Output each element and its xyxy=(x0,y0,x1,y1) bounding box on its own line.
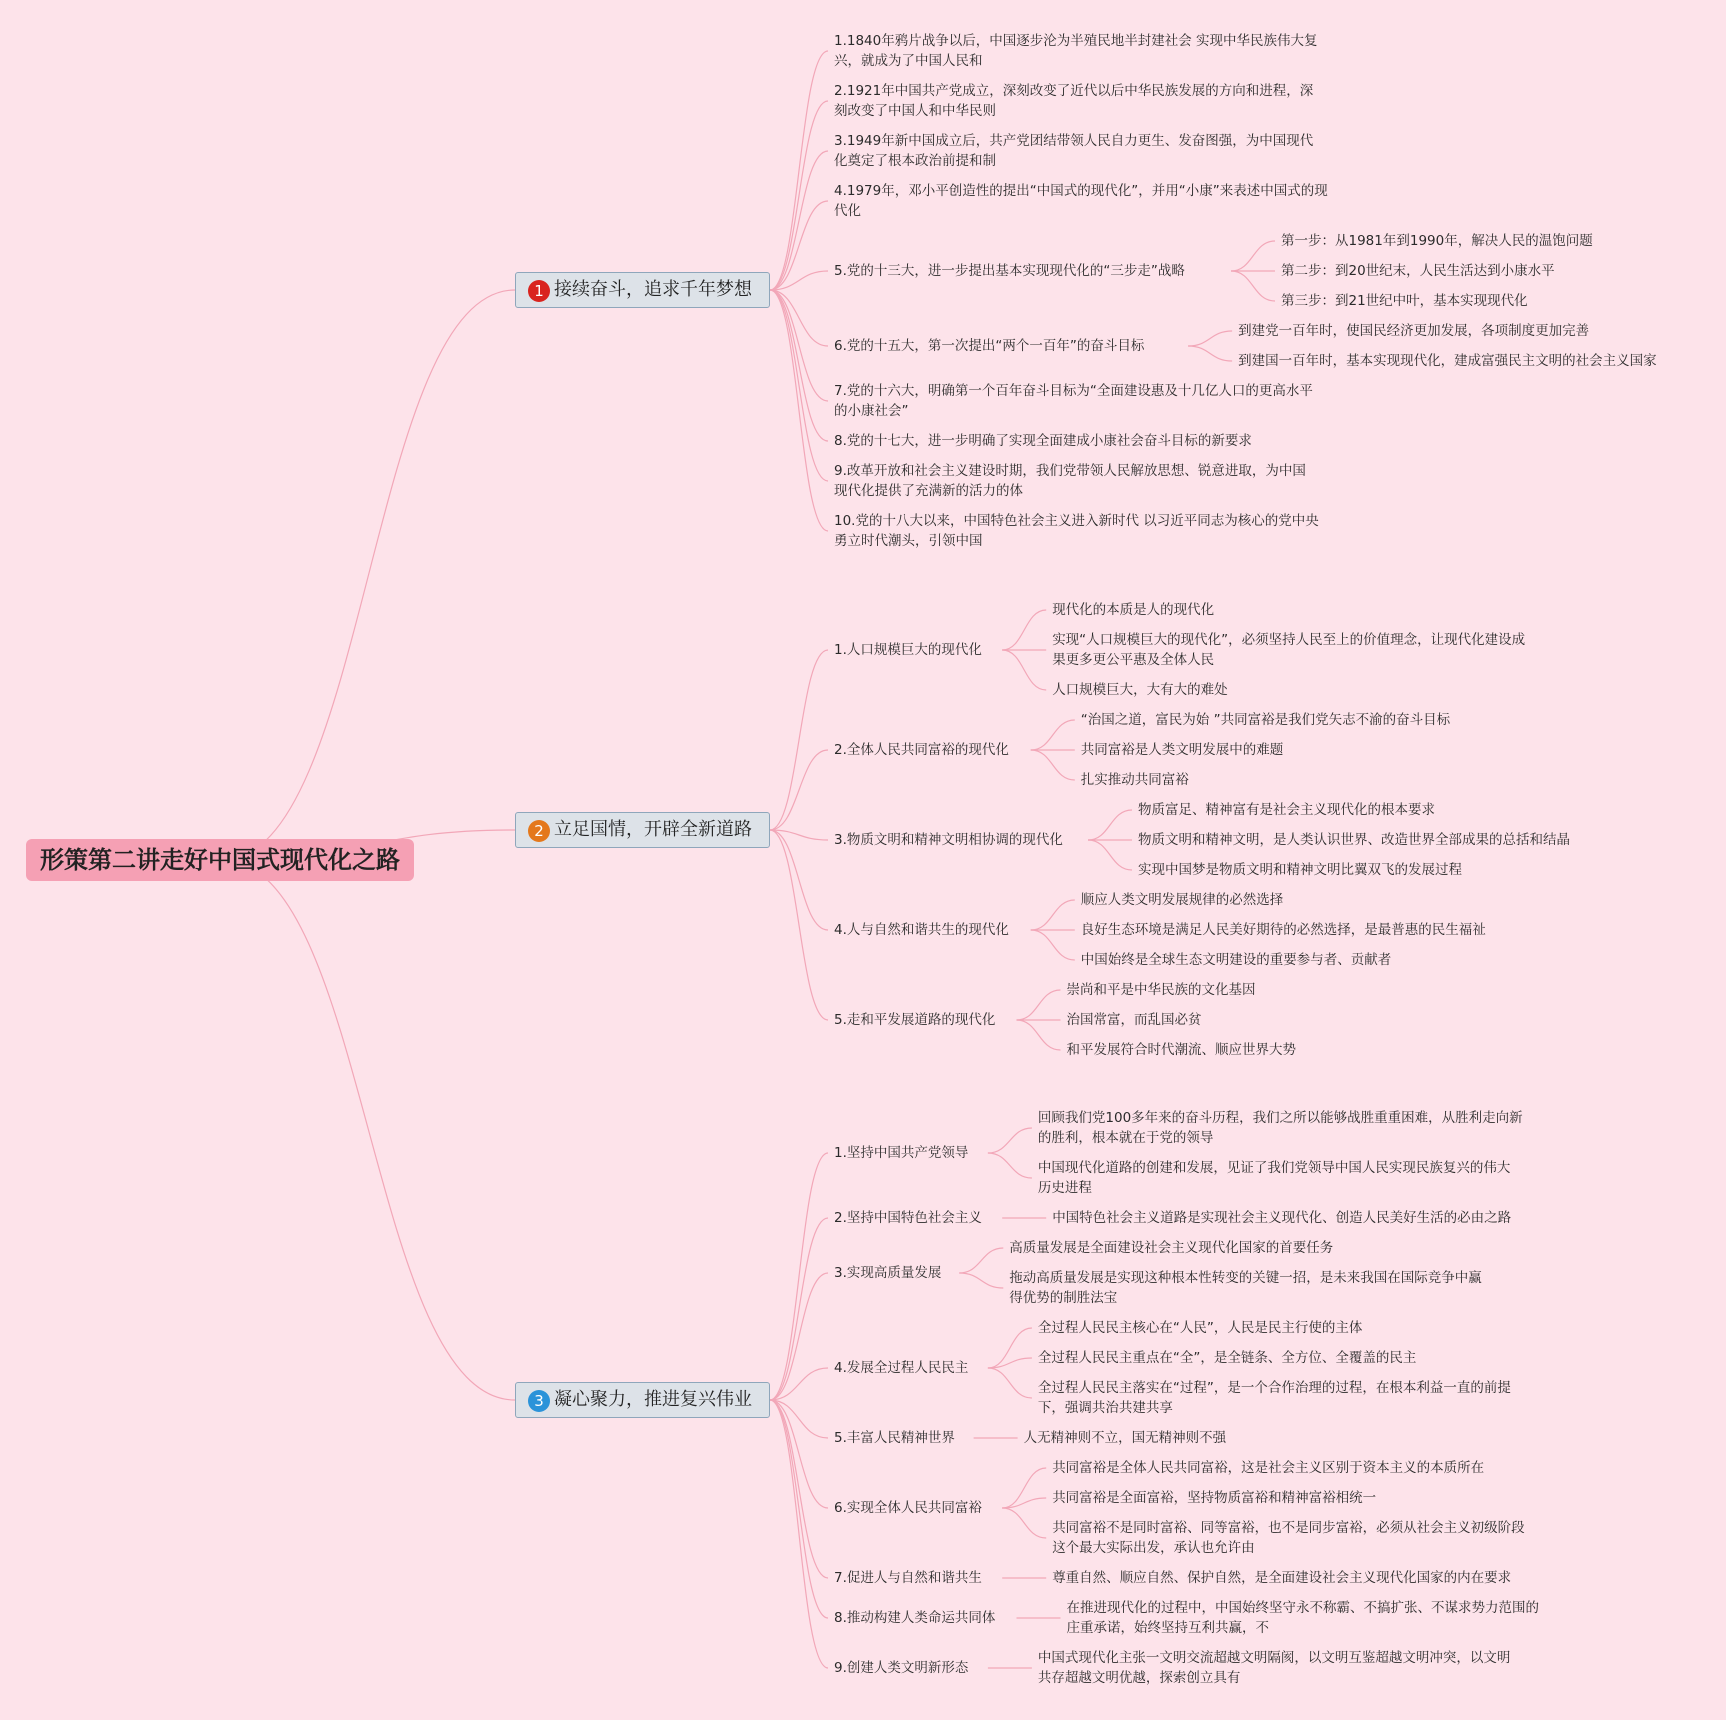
leaf-item xyxy=(1009,1268,1482,1308)
leaf-connector xyxy=(1031,930,1075,960)
leaf-connector xyxy=(1231,241,1275,271)
node-text-line: 9.改革开放和社会主义建设时期，我们党带领人民解放思想、锐意进取，为中国 xyxy=(834,463,1306,479)
node-text-line: 历史进程 xyxy=(1037,1180,1092,1196)
node-text-line: 勇立时代潮头，引领中国 xyxy=(834,533,983,549)
branch-item xyxy=(834,81,1313,121)
node-text-line: 2.全体人民共同富裕的现代化 xyxy=(834,742,1009,758)
node-text-line: 崇尚和平是中华民族的文化基因 xyxy=(1066,982,1256,998)
branch-item xyxy=(834,1428,955,1448)
leaf-item xyxy=(1138,830,1570,850)
node-text-line: 4.1979年，邓小平创造性的提出“中国式的现代化”，并用“小康”来表述中国式的现 xyxy=(834,183,1328,199)
node-text-line: 1.1840年鸦片战争以后，中国逐步沦为半殖民地半封建社会 实现中华民族伟大复 xyxy=(834,33,1318,49)
leaf-connector xyxy=(1031,750,1075,780)
node-text-line: 现代化提供了充满新的活力的体 xyxy=(834,483,1023,499)
node-text-line: 尊重自然、顺应自然、保护自然，是全面建设社会主义现代化国家的内在要求 xyxy=(1052,1570,1512,1586)
branch-item xyxy=(834,640,982,660)
node-text-line: 全过程人民民主重点在“全”，是全链条、全方位、全覆盖的民主 xyxy=(1037,1350,1417,1366)
leaf-connector xyxy=(988,1153,1032,1178)
node-text-line: 良好生态环境是满足人民美好期待的必然选择，是最普惠的民生福祉 xyxy=(1080,922,1486,938)
number-badge-icon: 1 xyxy=(528,280,550,302)
leaf-item xyxy=(1067,1040,1297,1060)
leaf-item xyxy=(1081,740,1284,760)
node-text-line: “治国之道，富民为始 ”共同富裕是我们党矢志不渝的奋斗目标 xyxy=(1080,712,1451,728)
leaf-connector xyxy=(988,1128,1032,1153)
node-text-line: 人无精神则不立，国无精神则不强 xyxy=(1023,1430,1227,1446)
leaf-item xyxy=(1052,630,1525,670)
node-text-line: 7.党的十六大，明确第一个百年奋斗目标为“全面建设惠及十几亿人口的更高水平 xyxy=(834,383,1313,399)
node-text-line: 顺应人类文明发展规律的必然选择 xyxy=(1080,892,1284,908)
number-badge-icon: 3 xyxy=(528,1390,550,1412)
node-text-line: 6.实现全体人民共同富裕 xyxy=(834,1500,982,1516)
node-text-line: 2.坚持中国特色社会主义 xyxy=(834,1210,982,1226)
branch-item xyxy=(834,1498,982,1518)
node-text-line: 第二步：到20世纪末，人民生活达到小康水平 xyxy=(1281,263,1555,279)
node-text-line: 第一步：从1981年到1990年，解决人民的温饱问题 xyxy=(1281,233,1593,249)
node-text-line: 1.人口规模巨大的现代化 xyxy=(834,642,982,658)
topic-connector xyxy=(770,830,828,1020)
node-text-line: 物质文明和精神文明，是人类认识世界、改造世界全部成果的总括和结晶 xyxy=(1138,832,1570,848)
leaf-connector xyxy=(988,1368,1032,1398)
node-text-line: 共同富裕是全面富裕，坚持物质富裕和精神富裕相统一 xyxy=(1052,1490,1377,1506)
leaf-connector xyxy=(1031,720,1075,750)
node-text-line: 8.推动构建人类命运共同体 xyxy=(834,1610,996,1626)
branch-item xyxy=(834,1658,968,1678)
leaf-item xyxy=(1081,710,1450,730)
node-text-line: 庄重承诺，始终坚持互利共赢，不 xyxy=(1066,1620,1269,1636)
topic-connector xyxy=(770,201,828,290)
leaf-connector xyxy=(1017,1020,1061,1050)
leaf-item xyxy=(1052,1458,1484,1478)
node-text-line: 中国式现代化主张一文明交流超越文明隔阂，以文明互鉴超越文明冲突，以文明 xyxy=(1037,1650,1511,1666)
leaf-item xyxy=(1281,261,1555,281)
leaf-item xyxy=(1052,1488,1376,1508)
node-text-line: 3.1949年新中国成立后，共产党团结带领人民自力更生、发奋图强，为中国现代 xyxy=(834,133,1314,149)
leaf-item xyxy=(1038,1158,1511,1198)
branch-item xyxy=(834,1010,995,1030)
node-text-line: 3.物质文明和精神文明相协调的现代化 xyxy=(834,832,1063,848)
node-text-line: 果更多更公平惠及全体人民 xyxy=(1052,652,1215,668)
topic-2[interactable] xyxy=(515,812,770,848)
leaf-connector xyxy=(1002,1468,1046,1508)
leaf-connector xyxy=(959,1248,1003,1273)
node-text-line: 化奠定了根本政治前提和制 xyxy=(834,153,996,169)
topic-connector xyxy=(770,750,828,830)
node-text-line: 治国常富，而乱国必贫 xyxy=(1066,1012,1202,1028)
node-text-line: 全过程人民民主落实在“过程”，是一个合作治理的过程，在根本利益一直的前提 xyxy=(1037,1380,1511,1396)
node-text-line: 共存超越文明优越，探索创立具有 xyxy=(1037,1670,1241,1686)
leaf-item xyxy=(1138,800,1435,820)
topic-connector xyxy=(770,1153,828,1400)
leaf-item xyxy=(1067,980,1256,1000)
leaf-connector xyxy=(988,1328,1032,1368)
node-text-line: 共同富裕是全体人民共同富裕，这是社会主义区别于资本主义的本质所在 xyxy=(1052,1460,1485,1476)
node-text-line: 共同富裕不是同时富裕、同等富裕，也不是同步富裕，必须从社会主义初级阶段 xyxy=(1052,1520,1525,1536)
node-text-line: 实现中国梦是物质文明和精神文明比翼双飞的发展过程 xyxy=(1138,862,1462,878)
topic-connector xyxy=(770,1400,828,1668)
node-text-line: 中国现代化道路的创建和发展，见证了我们党领导中国人民实现民族复兴的伟大 xyxy=(1037,1160,1511,1176)
node-text-line: 代化 xyxy=(834,203,861,219)
branch-item xyxy=(834,461,1306,501)
topic-connector xyxy=(770,1218,828,1400)
topic-connector xyxy=(770,51,828,290)
topic-connector xyxy=(770,830,828,930)
node-text-line: 9.创建人类文明新形态 xyxy=(834,1660,969,1676)
leaf-item xyxy=(1038,1348,1417,1368)
leaf-item xyxy=(1038,1378,1511,1418)
leaf-item xyxy=(1052,1208,1511,1228)
root-connector xyxy=(222,290,515,860)
branch-item xyxy=(834,1263,941,1283)
topic-connector xyxy=(770,1400,828,1618)
node-text-line: 到建国一百年时，基本实现现代化，建成富强民主文明的社会主义国家 xyxy=(1238,353,1657,369)
node-text-line: 和平发展符合时代潮流、顺应世界大势 xyxy=(1066,1042,1296,1058)
node-text-line: 5.丰富人民精神世界 xyxy=(834,1430,955,1446)
topic-connector xyxy=(770,101,828,290)
number-badge-icon: 2 xyxy=(528,820,550,842)
node-text-line: 得优势的制胜法宝 xyxy=(1009,1290,1118,1306)
topic-connector xyxy=(770,1400,828,1578)
leaf-item xyxy=(1038,1318,1363,1338)
branch-item xyxy=(834,31,1318,71)
leaf-item xyxy=(1067,1010,1202,1030)
node-text-line: 2.1921年中国共产党成立，深刻改变了近代以后中华民族发展的方向和进程，深 xyxy=(834,83,1314,99)
node-text-line: 到建党一百年时，使国民经济更加发展，各项制度更加完善 xyxy=(1238,323,1590,339)
leaf-connector xyxy=(1002,650,1046,690)
leaf-item xyxy=(1009,1238,1333,1258)
node-text-line: 高质量发展是全面建设社会主义现代化国家的首要任务 xyxy=(1009,1240,1334,1256)
branch-item xyxy=(834,1208,982,1228)
node-text-line: 中国始终是全球生态文明建设的重要参与者、贡献者 xyxy=(1080,952,1392,968)
node-text-line: 10.党的十八大以来，中国特色社会主义进入新时代 以习近平同志为核心的党中央 xyxy=(834,513,1319,529)
node-text-line: 1.坚持中国共产党领导 xyxy=(834,1145,969,1161)
branch-item xyxy=(834,1608,995,1628)
branch-item xyxy=(834,1143,968,1163)
leaf-connector xyxy=(1002,1508,1046,1538)
leaf-connector xyxy=(1088,810,1132,840)
node-text-line: 在推进现代化的过程中，中国始终坚守永不称霸、不搞扩张、不谋求势力范围的 xyxy=(1066,1600,1539,1616)
branch-item xyxy=(834,511,1319,551)
node-text-line: 物质富足、精神富有是社会主义现代化的根本要求 xyxy=(1138,802,1435,818)
node-text-line: 扎实推动共同富裕 xyxy=(1080,772,1189,788)
root-topic[interactable]: 形策第二讲走好中国式现代化之路 xyxy=(26,839,414,881)
leaf-connector xyxy=(1017,990,1061,1020)
leaf-item xyxy=(1052,600,1214,620)
leaf-item xyxy=(1081,950,1392,970)
node-text-line: 7.促进人与自然和谐共生 xyxy=(834,1570,982,1586)
topic-connector xyxy=(770,830,828,840)
branch-item xyxy=(834,181,1328,221)
leaf-item xyxy=(1081,770,1189,790)
topic-3[interactable] xyxy=(515,1382,770,1418)
node-text-line: 6.党的十五大，第一次提出“两个一百年”的奋斗目标 xyxy=(834,338,1145,354)
node-text-line: 4.人与自然和谐共生的现代化 xyxy=(834,922,1009,938)
topic-1[interactable] xyxy=(515,272,770,308)
topic-connector xyxy=(770,290,828,441)
branch-item xyxy=(834,920,1009,940)
root-connector xyxy=(222,860,515,1400)
leaf-item xyxy=(1281,291,1528,311)
node-text-line: 兴，就成为了中国人民和 xyxy=(834,53,983,69)
leaf-item xyxy=(1038,1108,1523,1148)
node-text-line: 5.走和平发展道路的现代化 xyxy=(834,1012,996,1028)
leaf-connector xyxy=(1002,610,1046,650)
node-text-line: 中国特色社会主义道路是实现社会主义现代化、创造人民美好生活的必由之路 xyxy=(1052,1210,1512,1226)
node-text-line: 刻改变了中国人和中华民则 xyxy=(834,103,996,119)
node-text-line: 全过程人民民主核心在“人民”，人民是民主行使的主体 xyxy=(1037,1320,1363,1336)
topic-connector xyxy=(770,290,828,531)
leaf-connector xyxy=(1088,840,1132,870)
leaf-item xyxy=(1081,920,1486,940)
branch-item xyxy=(834,431,1252,451)
leaf-item xyxy=(1238,351,1657,371)
leaf-item xyxy=(1052,1568,1511,1588)
node-text-line: 共同富裕是人类文明发展中的难题 xyxy=(1080,742,1284,758)
leaf-item xyxy=(1081,890,1284,910)
leaf-connector xyxy=(959,1273,1003,1288)
branch-item xyxy=(834,830,1063,850)
node-text-line: 这个最大实际出发，承认也允许由 xyxy=(1052,1540,1255,1556)
branch-item xyxy=(834,131,1313,171)
leaf-item xyxy=(1052,1518,1525,1558)
node-text-line: 5.党的十三大，进一步提出基本实现现代化的“三步走”战略 xyxy=(834,263,1185,279)
leaf-item xyxy=(1052,680,1228,700)
topic-label: 接续奋斗，追求千年梦想 xyxy=(554,279,752,300)
node-text-line: 的小康社会” xyxy=(834,403,909,419)
node-text-line: 下，强调共治共建共享 xyxy=(1037,1400,1173,1416)
topic-connector xyxy=(770,1273,828,1400)
node-text-line: 3.实现高质量发展 xyxy=(834,1265,942,1281)
branch-item xyxy=(834,336,1144,356)
leaf-item xyxy=(1238,321,1589,341)
branch-item xyxy=(834,1358,968,1378)
node-text-line: 回顾我们党100多年来的奋斗历程，我们之所以能够战胜重重困难，从胜利走向新 xyxy=(1037,1110,1523,1126)
branch-item xyxy=(834,740,1009,760)
leaf-connector xyxy=(1188,331,1232,346)
topic-label: 立足国情，开辟全新道路 xyxy=(554,819,752,840)
leaf-connector xyxy=(1231,271,1275,301)
node-text-line: 4.发展全过程人民民主 xyxy=(834,1360,969,1376)
leaf-item xyxy=(1038,1648,1511,1688)
node-text-line: 第三步：到21世纪中叶，基本实现现代化 xyxy=(1281,293,1528,309)
leaf-item xyxy=(1281,231,1593,251)
topic-connector xyxy=(770,650,828,830)
leaf-item xyxy=(1024,1428,1227,1448)
leaf-connector xyxy=(1188,346,1232,361)
leaf-item xyxy=(1067,1598,1540,1638)
leaf-connector xyxy=(1031,900,1075,930)
node-text-line: 人口规模巨大，大有大的难处 xyxy=(1052,682,1228,698)
branch-item xyxy=(834,261,1185,281)
branch-item xyxy=(834,1568,982,1588)
node-text-line: 现代化的本质是人的现代化 xyxy=(1052,602,1215,618)
leaf-item xyxy=(1138,860,1462,880)
node-text-line: 的胜利，根本就在于党的领导 xyxy=(1037,1130,1214,1146)
node-text-line: 拖动高质量发展是实现这种根本性转变的关键一招，是未来我国在国际竞争中赢 xyxy=(1009,1270,1482,1286)
topic-label: 凝心聚力，推进复兴伟业 xyxy=(554,1389,752,1410)
node-text-line: 实现“人口规模巨大的现代化”，必须坚持人民至上的价值理念，让现代化建设成 xyxy=(1052,632,1526,648)
branch-item xyxy=(834,381,1313,421)
node-text-line: 8.党的十七大，进一步明确了实现全面建成小康社会奋斗目标的新要求 xyxy=(834,433,1252,449)
